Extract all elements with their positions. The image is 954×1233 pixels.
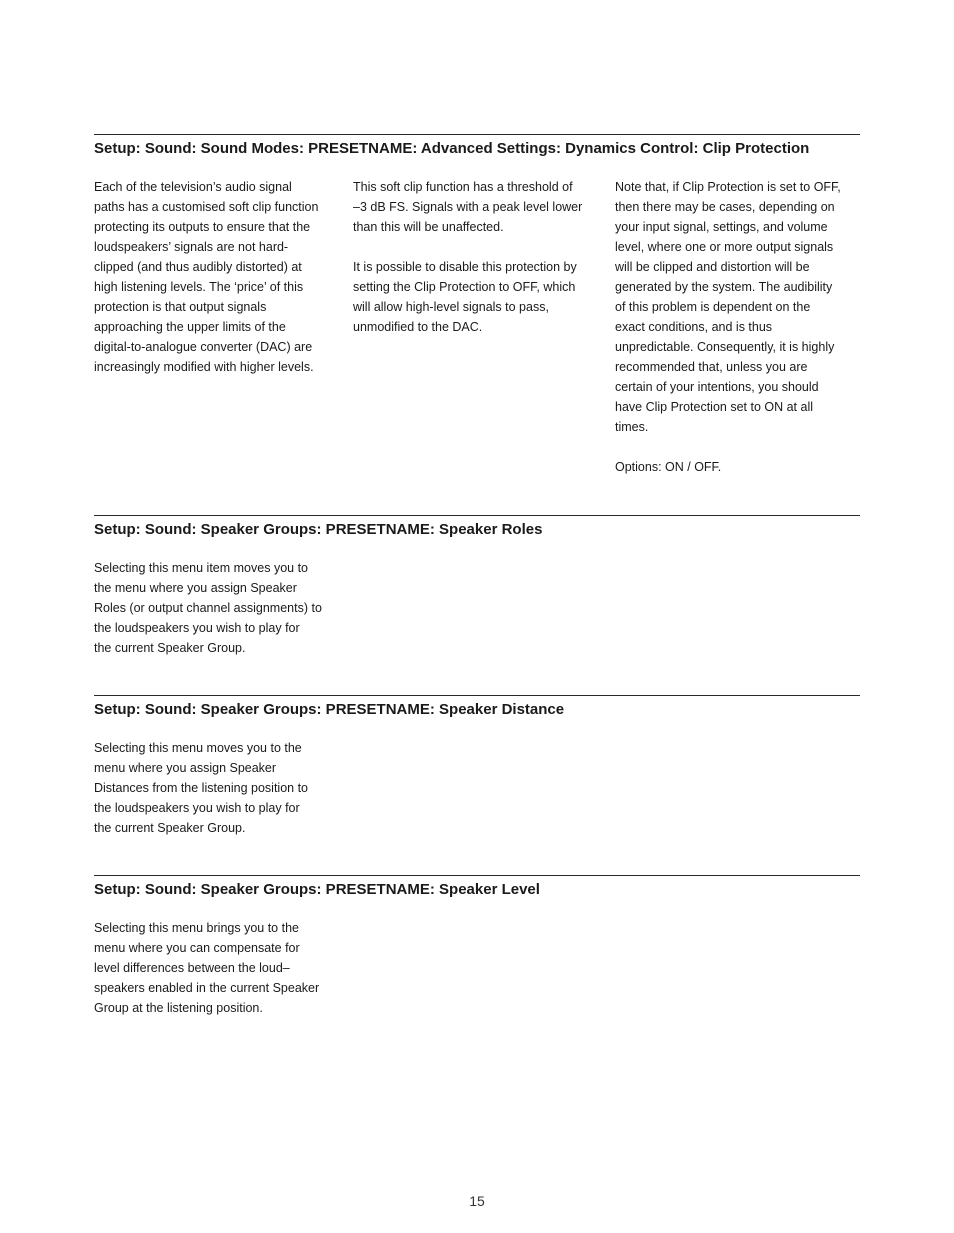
column-2 (353, 177, 603, 337)
paragraph: It is possible to disable this protection by setting the Clip Protection to OFF, which will allow high-level signals to pass, unmodified to the DAC. (353, 260, 577, 334)
page-number: 15 (469, 1193, 485, 1209)
section-heading: Setup: Sound: Speaker Groups: PRESETNAME: Speaker Roles (94, 521, 543, 538)
paragraph: This soft clip function has a threshold of –3 dB FS. Signals with a peak level lower than this will be unaffected. (353, 180, 583, 234)
paragraph: Selecting this menu moves you to the menu where you assign Speaker Distances from the listening position to the loudspeakers you wish to play for the current Speaker Group. (94, 741, 308, 835)
column-1 (94, 177, 344, 377)
section-divider (94, 695, 860, 696)
column-1 (94, 918, 344, 1018)
paragraph: Each of the television’s audio signal paths has a customised soft clip function protecting its outputs to ensure that the loudspeakers’ signals are not hard- clipped (and thus audibly distorted) at high listening levels. The ‘price’ of this protection is that output signals approaching the upper limits of the digital-to-analogue converter (DAC) are increasingly modified with higher levels. (94, 180, 319, 374)
column-1 (94, 738, 344, 838)
section-divider (94, 515, 860, 516)
column-3 (615, 177, 865, 477)
section-divider (94, 875, 860, 876)
section-heading: Setup: Sound: Speaker Groups: PRESETNAME: Speaker Level (94, 881, 540, 898)
section-heading: Setup: Sound: Speaker Groups: PRESETNAME: Speaker Distance (94, 701, 565, 718)
section-speaker-distance (94, 695, 860, 835)
section-divider (94, 134, 860, 135)
section-clip-protection (94, 134, 860, 474)
paragraph: Selecting this menu item moves you to the menu where you assign Speaker Roles (or output channel assignments) to the loudspeakers you wish to play for the current Speaker Group. (94, 561, 322, 655)
column-1 (94, 558, 344, 658)
paragraph: Selecting this menu brings you to the menu where you can compensate for level differences between the loud– speakers enabled in the current Speaker Group at the listening position. (94, 921, 320, 1015)
paragraph: Note that, if Clip Protection is set to OFF, then there may be cases, depending on your input signal, settings, and volume level, where one or more output signals will be clipped and distortion will be generated by the system. The audibility of this problem is dependent on the exact conditions, and is thus unpredictable. Consequently, it is highly recommended that, unless you are certain of your intentions, you should have Clip Protection set to ON at all times. (615, 180, 841, 434)
paragraph: Options: ON / OFF. (615, 460, 722, 474)
section-heading: Setup: Sound: Sound Modes: PRESETNAME: Advanced Settings: Dynamics Control: Clip Protection (94, 140, 810, 157)
section-speaker-roles (94, 515, 860, 655)
section-speaker-level (94, 875, 860, 1015)
